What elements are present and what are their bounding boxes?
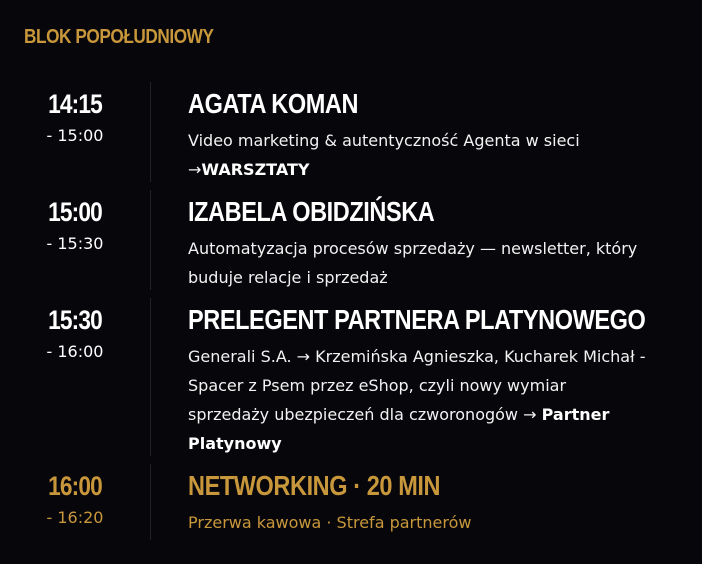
session-description: Przerwa kawowa · Strefa partnerów (188, 513, 472, 532)
end-time: - 16:00 (46, 342, 104, 361)
start-time: 15:00 (48, 197, 102, 227)
speaker-name: PRELEGENT PARTNERA PLATYNOWEGO (188, 304, 646, 335)
start-time: 14:15 (48, 89, 102, 119)
session-content (188, 196, 688, 292)
session-content (188, 470, 688, 537)
divider (150, 190, 151, 290)
description-text: Generali S.A. → Krzemińska Agnieszka, Kucharek Michał - Spacer z Psem przez eShop, czyli nowy wymiar sprzedaży ubezpieczeń dla czworonogów → (188, 347, 646, 424)
start-time: 15:30 (48, 305, 102, 335)
start-time: 16:00 (48, 471, 102, 501)
session-description (188, 342, 650, 458)
speaker-name: NETWORKING · 20 MIN (188, 470, 441, 501)
time-column (0, 88, 150, 146)
time-column (0, 470, 150, 528)
time-column (0, 304, 150, 362)
arrow-prefix: → (188, 160, 202, 179)
divider (150, 298, 151, 456)
session-content (188, 304, 688, 458)
session-tag: Partner Platynowy (188, 405, 610, 453)
end-time: - 15:00 (46, 126, 104, 145)
session-tag: WARSZTATY (201, 160, 310, 179)
session-description (188, 126, 688, 184)
description-text: Video marketing & autentyczność Agenta w sieci (188, 131, 580, 150)
end-time: - 16:20 (46, 508, 104, 527)
speaker-name: IZABELA OBIDZIŃSKA (188, 196, 435, 227)
session-content (188, 88, 688, 184)
divider (150, 464, 151, 540)
end-time: - 15:30 (46, 234, 104, 253)
session-description: Automatyzacja procesów sprzedaży — newsletter, który buduje relacje i sprzedaż (188, 239, 638, 287)
speaker-name: AGATA KOMAN (188, 88, 359, 119)
block-title: BLOK POPOŁUDNIOWY (24, 26, 214, 48)
time-column (0, 196, 150, 254)
divider (150, 82, 151, 182)
